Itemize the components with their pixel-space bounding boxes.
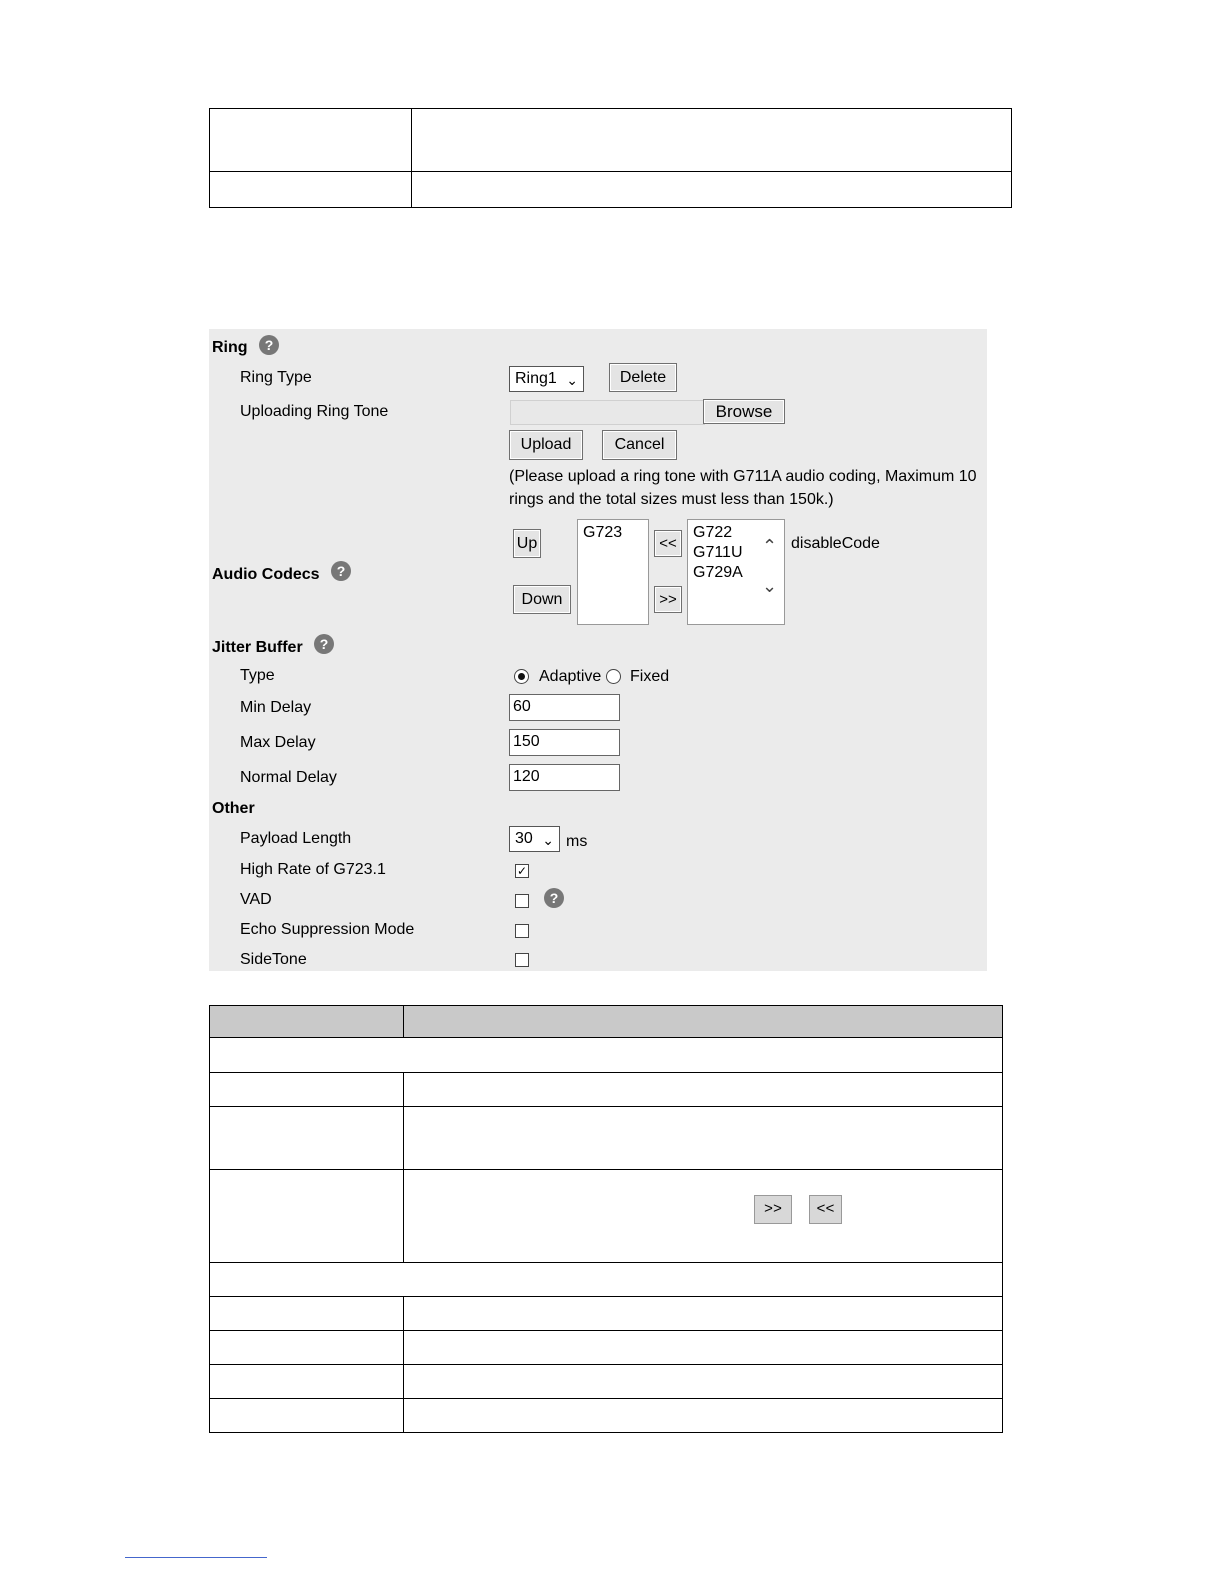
browse-button[interactable]: Browse [703, 399, 785, 424]
scroll-down-icon[interactable]: ⌄ [762, 576, 778, 596]
disabled-codecs-list[interactable] [687, 519, 785, 625]
min-delay-input[interactable]: 60 [509, 694, 620, 721]
table-cell [210, 109, 412, 172]
table-cell [210, 1365, 404, 1399]
ring-section-title: Ring [212, 339, 248, 356]
audio-codecs-title: Audio Codecs [212, 566, 320, 583]
table-cell [404, 1399, 1003, 1433]
delete-button[interactable]: Delete [609, 363, 677, 392]
table-cell [404, 1297, 1003, 1331]
echo-suppression-checkbox[interactable] [515, 924, 529, 938]
max-delay-label: Max Delay [240, 734, 316, 751]
inline-move-right-button: >> [754, 1195, 792, 1224]
table-cell [404, 1107, 1003, 1170]
move-left-button[interactable]: << [654, 530, 682, 557]
fixed-label: Fixed [630, 668, 670, 685]
jitter-type-label: Type [240, 667, 275, 684]
radio-selected-dot [518, 673, 525, 680]
ring-type-value: Ring1 [515, 370, 557, 387]
payload-length-value: 30 [515, 830, 533, 847]
top-table [209, 108, 1012, 208]
normal-delay-input[interactable]: 120 [509, 764, 620, 791]
file-path-field[interactable] [510, 400, 705, 425]
table-cell [404, 1365, 1003, 1399]
move-right-button[interactable]: >> [654, 586, 682, 613]
echo-suppression-label: Echo Suppression Mode [240, 921, 415, 938]
payload-length-label: Payload Length [240, 830, 352, 847]
table-cell [210, 172, 412, 208]
table-cell [404, 1073, 1003, 1107]
enabled-codecs-list[interactable] [577, 519, 649, 625]
high-rate-checkbox[interactable]: ✓ [516, 864, 528, 878]
table-cell [210, 1399, 404, 1433]
ring-type-select[interactable] [509, 366, 584, 392]
table-cell [404, 1331, 1003, 1365]
table-cell [210, 1073, 404, 1107]
high-rate-label: High Rate of G723.1 [240, 861, 386, 878]
ringtone-note-line1: (Please upload a ring tone with G711A audio coding, Maximum 10 [509, 468, 977, 485]
upload-ringtone-label: Uploading Ring Tone [240, 403, 389, 420]
scroll-up-icon[interactable]: ⌃ [762, 536, 778, 556]
max-delay-input[interactable]: 150 [509, 729, 620, 756]
codec-up-button[interactable]: Up [513, 529, 541, 558]
table-cell [210, 1170, 404, 1263]
list-item[interactable]: G729A [693, 564, 743, 581]
ring-type-label: Ring Type [240, 369, 312, 386]
table-cell [412, 109, 1012, 172]
codec-down-button[interactable]: Down [513, 585, 571, 614]
audio-codecs-help-icon[interactable]: ? [331, 561, 351, 581]
table-cell [412, 172, 1012, 208]
upload-button[interactable]: Upload [509, 430, 583, 460]
chevron-down-icon: ⌄ [566, 372, 578, 388]
list-item[interactable]: G722 [693, 524, 733, 541]
other-section-title: Other [212, 800, 255, 817]
sidetone-label: SideTone [240, 951, 307, 968]
table-row [210, 1263, 1003, 1297]
parameter-table [209, 1005, 1003, 1433]
inline-move-left-button: << [809, 1195, 842, 1224]
jitter-buffer-title: Jitter Buffer [212, 639, 303, 656]
audio-settings-panel [209, 329, 987, 971]
vad-checkbox[interactable] [515, 894, 529, 908]
footer-link-underline [125, 1557, 267, 1558]
vad-label: VAD [240, 891, 272, 908]
list-item[interactable]: G711U [693, 544, 743, 561]
table-cell [210, 1331, 404, 1365]
sidetone-checkbox[interactable] [515, 953, 529, 967]
table-cell [210, 1107, 404, 1170]
list-item[interactable]: G723 [583, 524, 623, 541]
min-delay-label: Min Delay [240, 699, 312, 716]
payload-unit: ms [566, 833, 588, 850]
table-header-cell [210, 1006, 404, 1038]
table-row [210, 1038, 1003, 1073]
disabled-codecs-label: disableCode [791, 535, 880, 552]
ringtone-note-line2: rings and the total sizes must less than 150k.) [509, 491, 834, 508]
table-header-cell [404, 1006, 1003, 1038]
ring-help-icon[interactable]: ? [259, 335, 279, 355]
fixed-radio[interactable] [606, 669, 621, 684]
cancel-button[interactable]: Cancel [602, 430, 677, 460]
chevron-down-icon: ⌄ [542, 832, 554, 848]
adaptive-radio[interactable] [514, 669, 529, 684]
table-cell [404, 1170, 1003, 1263]
adaptive-label: Adaptive [539, 668, 602, 685]
table-cell [210, 1297, 404, 1331]
vad-help-icon[interactable]: ? [544, 888, 564, 908]
normal-delay-label: Normal Delay [240, 769, 337, 786]
jitter-buffer-help-icon[interactable]: ? [314, 634, 334, 654]
payload-length-select[interactable] [509, 826, 560, 852]
